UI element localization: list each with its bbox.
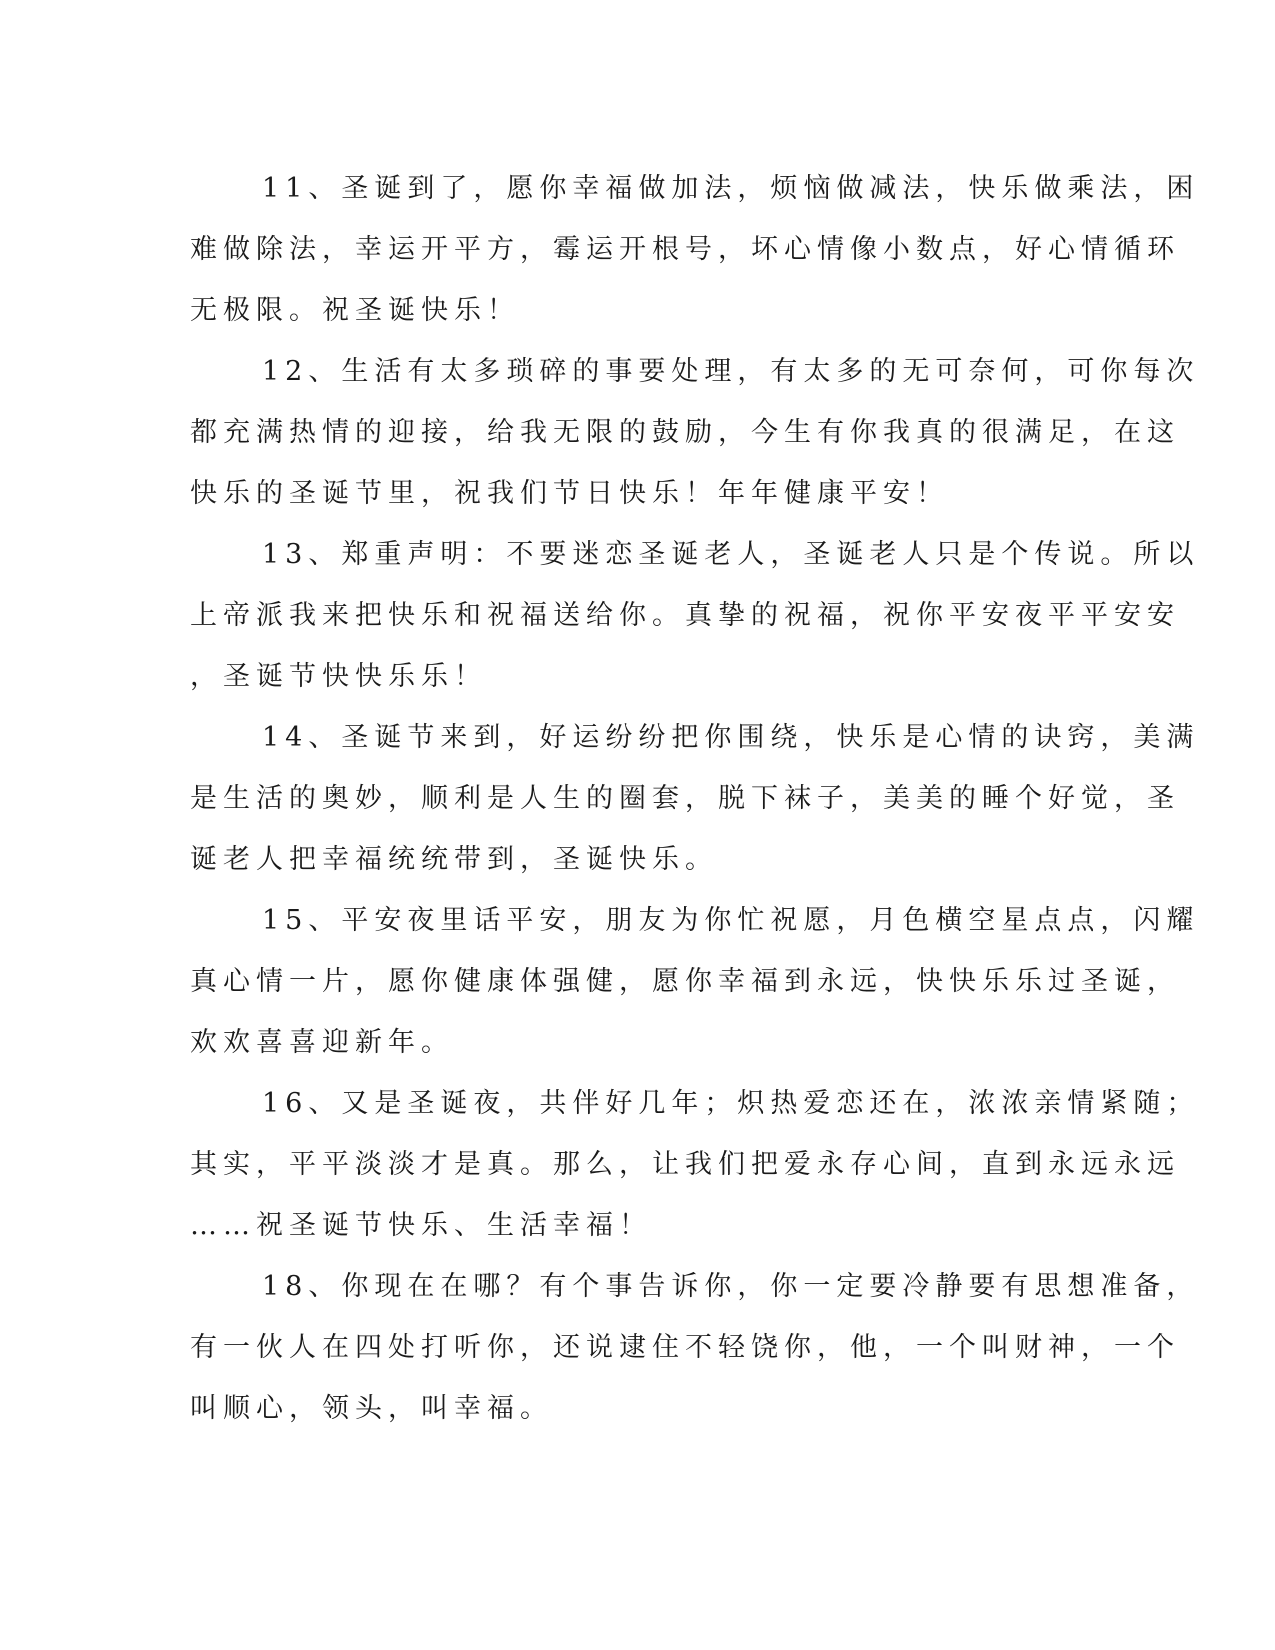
entry-line: 上帝派我来把快乐和祝福送给你。真挚的祝福，祝你平安夜平平安安 [190, 600, 1180, 631]
greeting-entry-18 [190, 1256, 1200, 1439]
greeting-entry-14 [190, 707, 1200, 890]
entry-line: 有一伙人在四处打听你，还说逮住不轻饶你，他，一个叫财神，一个 [190, 1332, 1180, 1363]
greeting-entry-15 [190, 890, 1200, 1073]
entry-line: 难做除法，幸运开平方，霉运开根号，坏心情像小数点，好心情循环 [190, 234, 1180, 265]
entry-line: 欢欢喜喜迎新年。 [190, 1027, 454, 1058]
entry-line: ……祝圣诞节快乐、生活幸福！ [190, 1210, 652, 1241]
entry-line: 13、郑重声明：不要迷恋圣诞老人，圣诞老人只是个传说。所以 [262, 539, 1200, 570]
entry-line: 其实，平平淡淡才是真。那么，让我们把爱永存心间，直到永远永远 [190, 1149, 1180, 1180]
entry-line: 都充满热情的迎接，给我无限的鼓励，今生有你我真的很满足，在这 [190, 417, 1180, 448]
entry-line: 快乐的圣诞节里，祝我们节日快乐！年年健康平安！ [190, 478, 949, 509]
document-body [190, 158, 1200, 1439]
entry-line: 12、生活有太多琐碎的事要处理，有太多的无可奈何，可你每次 [262, 356, 1200, 387]
entry-line: 无极限。祝圣诞快乐！ [190, 295, 520, 326]
entry-line: 真心情一片，愿你健康体强健，愿你幸福到永远，快快乐乐过圣诞， [190, 966, 1180, 997]
entry-line: ，圣诞节快快乐乐！ [190, 661, 487, 692]
entry-line: 诞老人把幸福统统带到，圣诞快乐。 [190, 844, 718, 875]
entry-line: 叫顺心，领头，叫幸福。 [190, 1393, 553, 1424]
entry-line: 18、你现在在哪？有个事告诉你，你一定要冷静要有思想准备， [262, 1271, 1200, 1302]
entry-line: 14、圣诞节来到，好运纷纷把你围绕，快乐是心情的诀窍，美满 [262, 722, 1200, 753]
entry-line: 是生活的奥妙，顺利是人生的圈套，脱下袜子，美美的睡个好觉，圣 [190, 783, 1180, 814]
greeting-entry-11 [190, 158, 1200, 341]
entry-line: 16、又是圣诞夜，共伴好几年；炽热爱恋还在，浓浓亲情紧随； [262, 1088, 1200, 1119]
greeting-entry-12 [190, 341, 1200, 524]
entry-line: 15、平安夜里话平安，朋友为你忙祝愿，月色横空星点点，闪耀 [262, 905, 1200, 936]
greeting-entry-16 [190, 1073, 1200, 1256]
entry-line: 11、圣诞到了，愿你幸福做加法，烦恼做减法，快乐做乘法，困 [262, 173, 1200, 204]
greeting-entry-13 [190, 524, 1200, 707]
